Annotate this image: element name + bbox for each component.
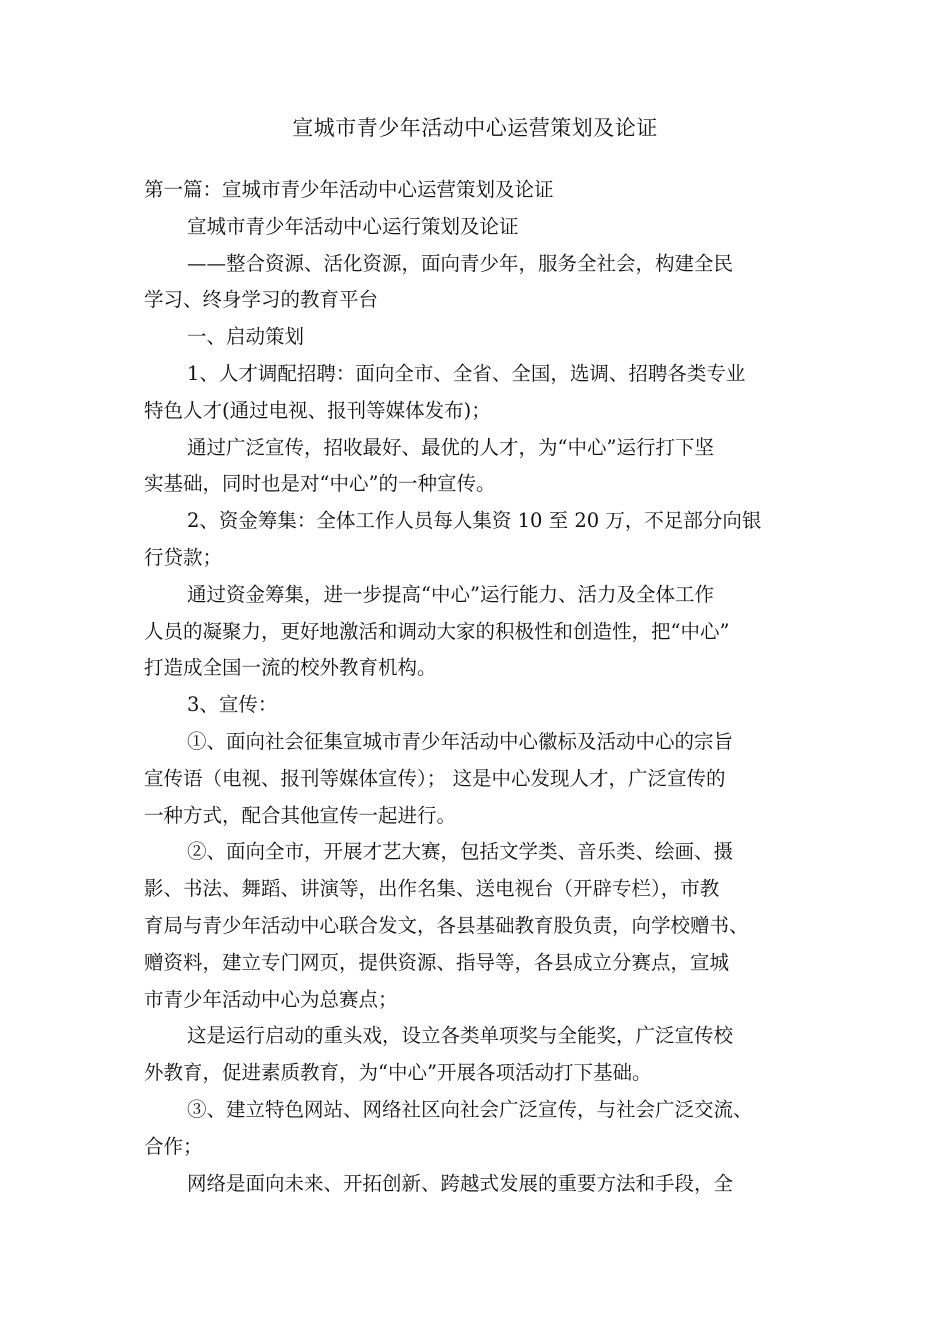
document-body [144,172,810,1202]
text-line: 第一篇：宣城市青少年活动中心运营策划及论证 [144,178,554,201]
section-heading: 一、启动策划 [187,325,305,349]
text-line: 这是运行启动的重头戏，设立各类单项奖与全能奖，广泛宣传校 [187,1024,734,1048]
document-title: 宣城市青少年活动中心运营策划及论证 [292,116,658,140]
text-line: 市青少年活动中心为总赛点； [144,987,398,1011]
text-line: 影、书法、舞蹈、讲演等，出作名集、送电视台（开辟专栏），市教 [144,877,720,901]
text-line: 行贷款； [144,545,223,569]
text-line: 一种方式，配合其他宣传一起进行。 [144,803,457,827]
text-line: 通过资金筹集，进一步提高“中心”运行能力、活力及全体工作 [187,582,714,606]
text-line: 特色人才(通过电视、报刊等媒体发布)； [144,398,491,422]
text-line: ②、面向全市，开展才艺大赛，包括文学类、音乐类、绘画、摄 [187,840,734,864]
text-line: ——整合资源、活化资源，面向青少年，服务全社会，构建全民 [187,251,734,275]
text-line: 宣传语（电视、报刊等媒体宣传）； 这是中心发现人才，广泛宣传的 [144,766,726,790]
text-line: 2、资金筹集：全体工作人员每人集资 10 至 20 万，不足部分向银 [187,509,762,533]
text-line: 外教育，促进素质教育，为“中心”开展各项活动打下基础。 [144,1061,652,1085]
text-line: 实基础，同时也是对“中心”的一种宣传。 [144,472,496,496]
text-line: 宣城市青少年活动中心运行策划及论证 [187,214,519,238]
text-line: 赠资料，建立专门网页，提供资源、指导等，各县成立分赛点，宣城 [144,950,730,974]
text-line: 通过广泛宣传，招收最好、最优的人才，为“中心”运行打下坚 [187,435,714,459]
text-line: 学习、终身学习的教育平台 [144,288,379,312]
text-line: 人员的凝聚力，更好地激活和调动大家的积极性和创造性，把“中心” [144,619,730,643]
text-line: 1、人才调配招聘：面向全市、全省、全国，选调、招聘各类专业 [187,361,746,385]
text-line: 合作； [144,1134,203,1158]
text-line: 3、宣传： [187,693,278,717]
text-line: 育局与青少年活动中心联合发文，各县基础教育股负责，向学校赠书、 [144,913,749,937]
text-line: ③、建立特色网站、网络社区向社会广泛宣传，与社会广泛交流、 [187,1097,753,1121]
text-line: 打造成全国一流的校外教育机构。 [144,656,437,680]
text-line: ①、面向社会征集宣城市青少年活动中心徽标及活动中心的宗旨 [187,729,734,753]
text-line: 网络是面向未来、开拓创新、跨越式发展的重要方法和手段，全 [187,1171,734,1195]
